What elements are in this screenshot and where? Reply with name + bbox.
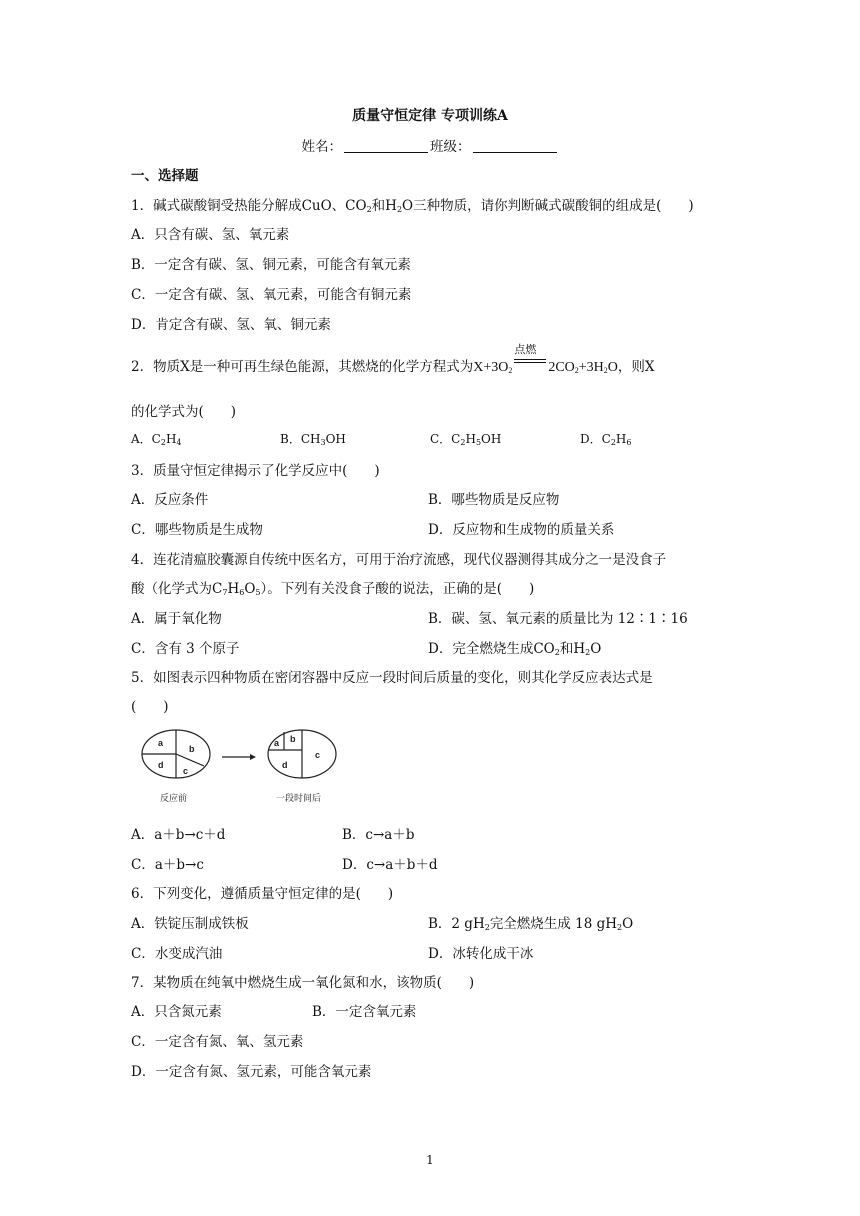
- question-7-option-a[interactable]: A．只含氮元素: [131, 1004, 222, 1020]
- question-2-option-a[interactable]: A．$C_2H_4$: [131, 432, 182, 447]
- question-7-stem: 7．某物质在纯氧中燃烧生成一氧化氮和水，该物质( ): [131, 975, 475, 991]
- pie-before-label-d: d: [158, 760, 164, 770]
- question-1-option-a[interactable]: A．只含有碳、氢、氧元素: [131, 227, 290, 243]
- section-heading: 一、选择题: [131, 168, 199, 184]
- question-6-option-b[interactable]: B．2 $gH_2$完全燃烧生成 18 $gH_2O$: [428, 916, 634, 932]
- chemical-equation: $X+3O_2$ 点燃 $2CO_2+3H_2O$: [473, 360, 618, 375]
- question-2-stem-line2: 的化学式为( ): [131, 404, 237, 420]
- reaction-pie-figure: [132, 728, 352, 808]
- question-6-option-c[interactable]: C．水变成汽油: [131, 946, 223, 962]
- question-7-option-b[interactable]: B．一定含氧元素: [312, 1004, 417, 1020]
- question-5-option-b[interactable]: B．c→a＋b: [342, 827, 415, 843]
- question-4-option-a[interactable]: A．属于氧化物: [131, 611, 222, 627]
- question-1-option-b[interactable]: B．一定含有碳、氢、铜元素，可能含有氧元素: [131, 257, 411, 273]
- question-7-option-d[interactable]: D．一定含有氮、氢元素，可能含氧元素: [131, 1064, 372, 1080]
- name-label: 姓名：: [301, 139, 342, 155]
- name-blank[interactable]: [344, 140, 428, 153]
- question-2-option-d[interactable]: D．$C_2H_6$: [580, 432, 632, 447]
- question-1-option-d[interactable]: D．肯定含有碳、氢、氧、铜元素: [131, 317, 331, 333]
- equation-condition: 点燃: [514, 344, 537, 356]
- question-2-option-c[interactable]: C．$C_2H_5OH$: [430, 432, 502, 447]
- question-4-option-c[interactable]: C．含有 3 个原子: [131, 641, 240, 657]
- question-4-option-b[interactable]: B．碳、氢、氧元素的质量比为 12∶1∶16: [428, 611, 688, 627]
- question-5-option-c[interactable]: C．a＋b→c: [131, 857, 204, 873]
- question-2-option-b[interactable]: B．$CH_3OH$: [280, 432, 346, 447]
- question-6-stem: 6．下列变化，遵循质量守恒定律的是( ): [131, 886, 394, 902]
- pie-after-label-b: b: [290, 734, 296, 744]
- question-3-option-c[interactable]: C．哪些物质是生成物: [131, 522, 263, 538]
- question-6-option-a[interactable]: A．铁锭压制成铁板: [131, 916, 249, 932]
- class-label: 班级：: [430, 139, 471, 155]
- question-5-option-a[interactable]: A．a＋b→c＋d: [131, 827, 226, 843]
- question-7-option-c[interactable]: C．一定含有氮、氧、氢元素: [131, 1034, 304, 1050]
- pie-before: [142, 730, 210, 778]
- question-6-option-d[interactable]: D．冰转化成干冰: [428, 946, 534, 962]
- question-5-option-d[interactable]: D．c→a＋b＋d: [342, 857, 438, 873]
- question-3-option-d[interactable]: D．反应物和生成物的质量关系: [428, 522, 615, 538]
- pie-before-label-b: b: [189, 744, 195, 754]
- caption-before: 反应前: [160, 794, 188, 804]
- question-4-stem: 4．连花清瘟胶囊源自传统中医名方，可用于治疗流感，现代仪器测得其成分之一是没食子: [131, 552, 667, 568]
- pie-after-label-c: c: [315, 750, 321, 760]
- question-4-option-d[interactable]: D．完全燃烧生成$CO_2$和$H_2O$: [428, 641, 602, 657]
- pie-before-label-a: a: [158, 738, 164, 748]
- question-3-option-a[interactable]: A．反应条件: [131, 492, 209, 508]
- name-class-line: [0, 135, 860, 155]
- pie-after-label-d: d: [282, 760, 288, 770]
- arrow-icon: [222, 754, 256, 760]
- page-title: 质量守恒定律 专项训练A: [352, 108, 508, 124]
- question-1-stem: 1．碱式碳酸铜受热能分解成CuO、$CO_2$和$H_2O$三种物质，请你判断碱式碳酸铜的组成是( ): [131, 198, 694, 214]
- pie-after-label-a: a: [274, 738, 280, 748]
- question-4-stem-line2: 酸（化学式为$C_7H_6O_5$）。下列有关没食子酸的说法，正确的是( ): [131, 581, 535, 597]
- question-1-option-c[interactable]: C．一定含有碳、氢、氧元素，可能含有铜元素: [131, 287, 412, 303]
- question-5-stem: 5．如图表示四种物质在密闭容器中反应一段时间后质量的变化，则其化学反应表达式是: [131, 670, 653, 686]
- pie-before-label-c: c: [183, 766, 189, 776]
- page-number: 1: [426, 1153, 434, 1167]
- question-5-stem-line2: ( ): [131, 699, 169, 715]
- class-blank[interactable]: [473, 140, 557, 153]
- caption-after: 一段时间后: [276, 794, 322, 804]
- question-3-option-b[interactable]: B．哪些物质是反应物: [428, 492, 560, 508]
- question-2-stem: 2．物质X是一种可再生绿色能源，其燃烧的化学方程式为$X+3O_2$ 点燃 $2CO_2+3H_2O$，则X: [131, 355, 655, 376]
- question-3-stem: 3．质量守恒定律揭示了化学反应中( ): [131, 463, 380, 479]
